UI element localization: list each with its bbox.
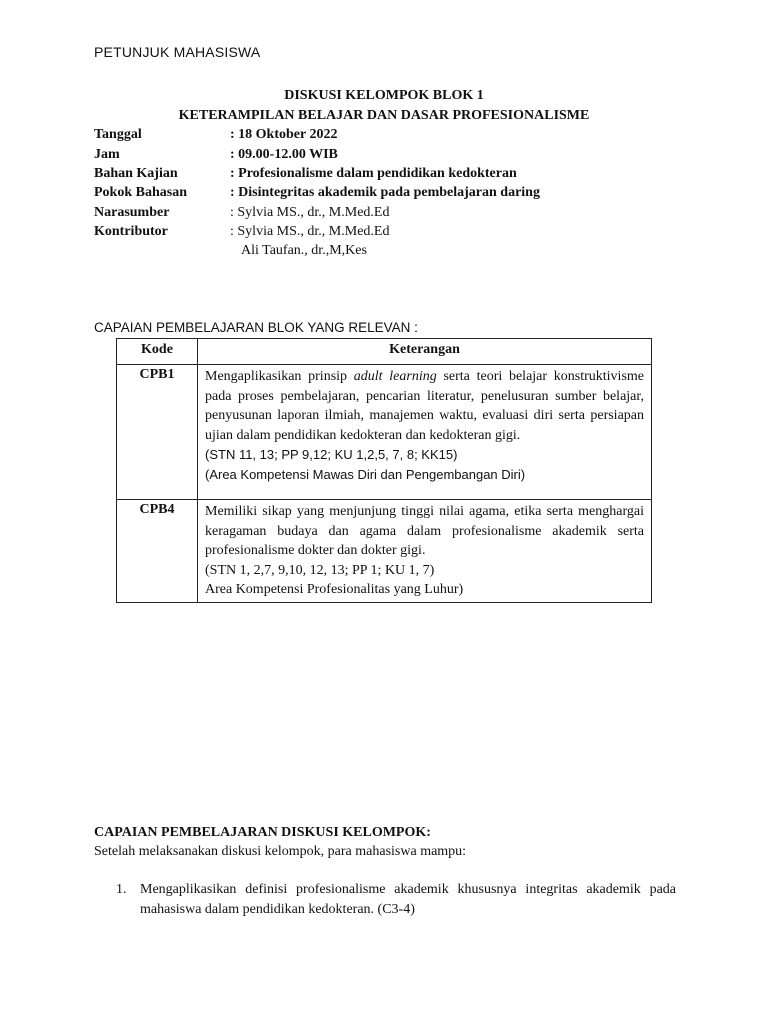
title-line-2: KETERAMPILAN BELAJAR DAN DASAR PROFESIONALISME [178, 108, 590, 123]
goals-list [116, 880, 676, 920]
cpb1-description [205, 367, 644, 445]
goal-number: 1. [116, 882, 127, 897]
header-keterangan: Keterangan [198, 339, 652, 365]
list-item [116, 880, 676, 920]
cpb-section-title: CAPAIAN PEMBELAJARAN BLOK YANG RELEVAN : [94, 320, 418, 335]
cell-keterangan [198, 500, 652, 603]
cpb1-text-post: serta teori belajar konstruktivisme pada proses pembelajaran, pencarian literatur, penelusuran sumber belajar, penyusunan laporan ilmiah, manajemen waktu, evaluasi diri serta persiapan ujian dalam pendidikan kedokteran dan kedokteran gigi. [205, 369, 644, 443]
cpd-section-title: CAPAIAN PEMBELAJARAN DISKUSI KELOMPOK: [94, 825, 431, 840]
cpb-table [116, 338, 652, 603]
info-label-jam: Jam [94, 147, 120, 162]
info-label-bahan-kajian: Bahan Kajian [94, 166, 178, 181]
info-label-tanggal: Tanggal [94, 127, 142, 142]
info-value-jam: : 09.00-12.00 WIB [230, 147, 338, 162]
cpb1-ref-codes: (STN 11, 13; PP 9,12; KU 1,2,5, 7, 8; KK15) [205, 447, 458, 462]
cpb4-ref-area: Area Kompetensi Profesionalitas yang Luhur) [205, 582, 464, 597]
table-row [117, 365, 652, 500]
cell-kode: CPB4 [117, 500, 198, 603]
info-value-bahan-kajian: : Profesionalisme dalam pendidikan kedokteran [230, 166, 517, 181]
info-value-kontributor: : Sylvia MS., dr., M.Med.Ed [230, 224, 390, 239]
cpb4-ref-codes: (STN 1, 2,7, 9,10, 12, 13; PP 1; KU 1, 7) [205, 562, 435, 578]
table-row [117, 500, 652, 603]
cpb1-ref-area: (Area Kompetensi Mawas Diri dan Pengembangan Diri) [205, 466, 526, 482]
table-header-row [117, 339, 652, 365]
cell-keterangan [198, 365, 652, 500]
cpb1-text-pre: Mengaplikasikan prinsip [205, 369, 354, 384]
info-value-kontributor-2: Ali Taufan., dr.,M,Kes [241, 243, 367, 258]
info-value-narasumber: : Sylvia MS., dr., M.Med.Ed [230, 205, 390, 220]
cell-kode: CPB1 [117, 365, 198, 500]
cpb4-description: Memiliki sikap yang menjunjung tinggi nilai agama, etika serta menghargai keragaman budaya dan agama dalam profesionalisme akademik serta profesionalisme dokter dan dokter gigi. [205, 504, 644, 558]
info-value-pokok-bahasan: : Disintegritas akademik pada pembelajaran daring [230, 185, 540, 200]
info-label-narasumber: Narasumber [94, 205, 170, 220]
cpd-intro: Setelah melaksanakan diskusi kelompok, para mahasiswa mampu: [94, 844, 467, 859]
info-value-tanggal: : 18 Oktober 2022 [230, 127, 338, 142]
title-line-1: DISKUSI KELOMPOK BLOK 1 [284, 88, 484, 103]
info-label-kontributor: Kontributor [94, 224, 168, 239]
goal-text: Mengaplikasikan definisi profesionalisme akademik khususnya integritas akademik pada mahasiswa dalam pendidikan kedokteran. (C3-4) [140, 882, 676, 917]
header-label: PETUNJUK MAHASISWA [94, 44, 261, 60]
cpb1-text-italic: adult learning [353, 369, 437, 384]
info-label-pokok-bahasan: Pokok Bahasan [94, 185, 187, 200]
header-kode: Kode [117, 339, 198, 365]
